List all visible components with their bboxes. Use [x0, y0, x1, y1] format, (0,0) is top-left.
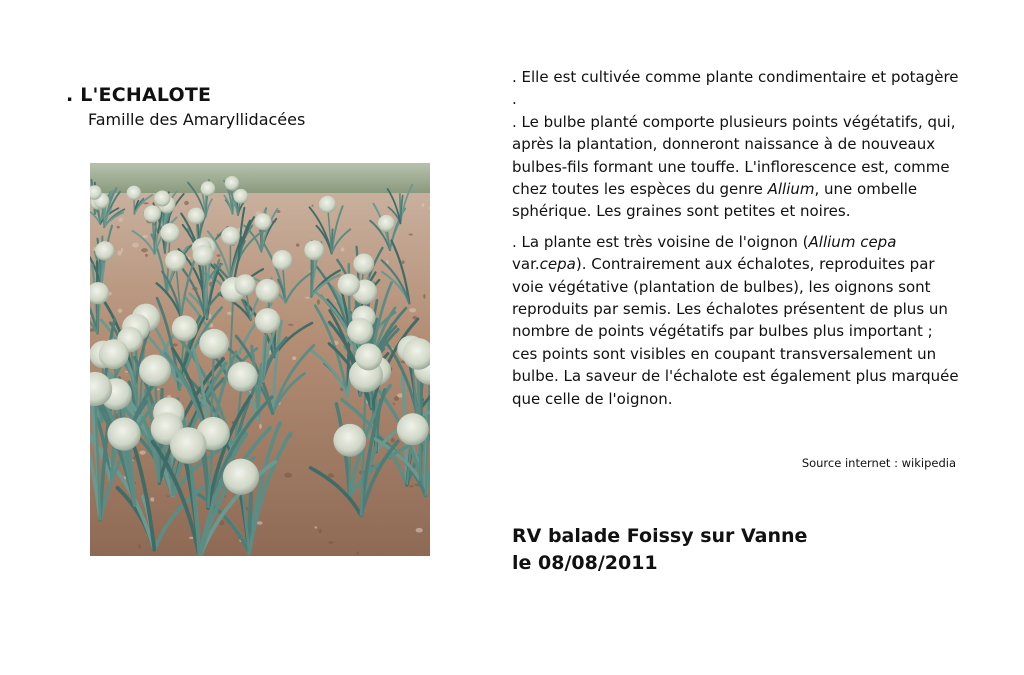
umbel-flower	[199, 329, 229, 359]
umbel-flower	[201, 181, 216, 196]
umbel-flower	[170, 427, 207, 464]
soil-pebble	[184, 201, 189, 205]
umbel-flower	[127, 186, 142, 201]
soil-pebble	[145, 254, 148, 257]
soil-pebble	[259, 424, 262, 429]
umbel-flower	[272, 250, 292, 270]
umbel-flower	[99, 339, 129, 369]
umbel-flower	[223, 459, 259, 495]
event-title: RV balade Foissy sur Vanne	[512, 525, 808, 547]
umbel-flower	[193, 245, 214, 266]
soil-pebble	[138, 544, 140, 549]
paragraph-1: . Elle est cultivée comme plante condimentaire et potagère .	[512, 68, 959, 109]
soil-pebble	[393, 403, 396, 405]
soil-pebble	[173, 343, 178, 346]
soil-pebble	[391, 438, 395, 443]
umbel-flower	[255, 308, 280, 333]
family-subtitle: Famille des Amaryllidacées	[88, 110, 306, 129]
soil-pebble	[208, 314, 211, 319]
soil-pebble	[296, 243, 300, 246]
source-credit: Source internet : wikipedia	[801, 456, 956, 470]
soil-pebble	[409, 234, 413, 236]
umbel-flower	[165, 250, 186, 271]
soil-pebble	[315, 526, 318, 528]
umbel-flower	[347, 318, 373, 344]
soil-pebble	[423, 294, 425, 299]
umbel-flower	[144, 205, 161, 222]
umbel-flower	[228, 362, 258, 392]
soil-pebble	[317, 299, 320, 305]
umbel-flower	[233, 189, 248, 204]
umbel-flower	[160, 223, 180, 243]
umbel-flower	[355, 343, 382, 370]
soil-pebble	[356, 551, 359, 554]
soil-pebble	[167, 395, 171, 397]
soil-pebble	[121, 248, 123, 253]
description-text	[512, 66, 962, 410]
umbel-flower	[319, 196, 336, 213]
umbel-flower	[172, 315, 198, 341]
umbel-flower	[221, 227, 240, 246]
soil-pebble	[139, 451, 145, 455]
umbel-flower	[256, 279, 280, 303]
soil-pebble	[409, 485, 413, 487]
soil-pebble	[341, 247, 345, 252]
soil-pebble	[117, 226, 120, 229]
soil-pebble	[132, 243, 139, 248]
soil-pebble	[394, 396, 399, 401]
umbel-flower	[304, 240, 324, 260]
soil-pebble	[284, 473, 292, 478]
umbel-flower	[154, 191, 170, 207]
soil-pebble	[401, 260, 404, 264]
event-info	[512, 523, 807, 577]
soil-pebble	[119, 218, 123, 222]
umbel-flower	[139, 355, 171, 387]
umbel-flower	[95, 241, 114, 260]
umbel-flower	[338, 274, 360, 296]
paragraph-2: . Le bulbe planté comporte plusieurs points végétatifs, qui, après la plantation, donneront naissance à de nouveaux bulbes-fils formant une touffe. L'inflorescence est, comme chez toutes les espèces du genre Allium, une ombelle sphérique. Les graines sont petites et noires.	[512, 112, 956, 221]
soil-pebble	[217, 254, 221, 257]
soil-pebble	[422, 203, 425, 207]
soil-pebble	[292, 356, 296, 360]
umbel-flower	[107, 418, 140, 451]
soil-pebble	[118, 309, 123, 313]
paragraph-3: . La plante est très voisine de l'oignon (Allium cepa var.cepa). Contrairement aux échalotes, reproduites par voie végétative (plantation de bulbes), les oignons sont reproduits par semis. Les échalotes présentent de plus un nombre de points végétatifs par bulbes plus important ; ces points sont visibles en coupant transversalement un bulbe. La saveur de l'échalote est également plus marquée que celle de l'oignon.	[512, 232, 959, 408]
umbel-flower	[333, 424, 366, 457]
soil-pebble	[141, 248, 148, 252]
background-field	[90, 163, 430, 193]
soil-pebble	[288, 324, 294, 326]
soil-pebble	[409, 308, 416, 312]
shallot-field-photo	[90, 163, 430, 556]
umbel-flower	[225, 176, 240, 191]
soil-pebble	[305, 297, 309, 299]
umbel-flower	[235, 274, 256, 295]
page-title: . L'ECHALOTE	[66, 84, 212, 106]
umbel-flower	[353, 254, 374, 275]
umbel-flower	[378, 215, 395, 232]
soil-pebble	[311, 205, 313, 207]
soil-pebble	[328, 541, 334, 544]
umbel-flower	[188, 208, 205, 225]
soil-pebble	[150, 497, 154, 501]
umbel-flower	[255, 213, 272, 230]
soil-pebble	[143, 202, 149, 204]
umbel-flower	[397, 413, 429, 445]
event-date: le 08/08/2011	[512, 552, 658, 574]
soil-pebble	[416, 528, 423, 533]
soil-pebble	[167, 495, 170, 497]
soil-pebble	[319, 529, 322, 534]
